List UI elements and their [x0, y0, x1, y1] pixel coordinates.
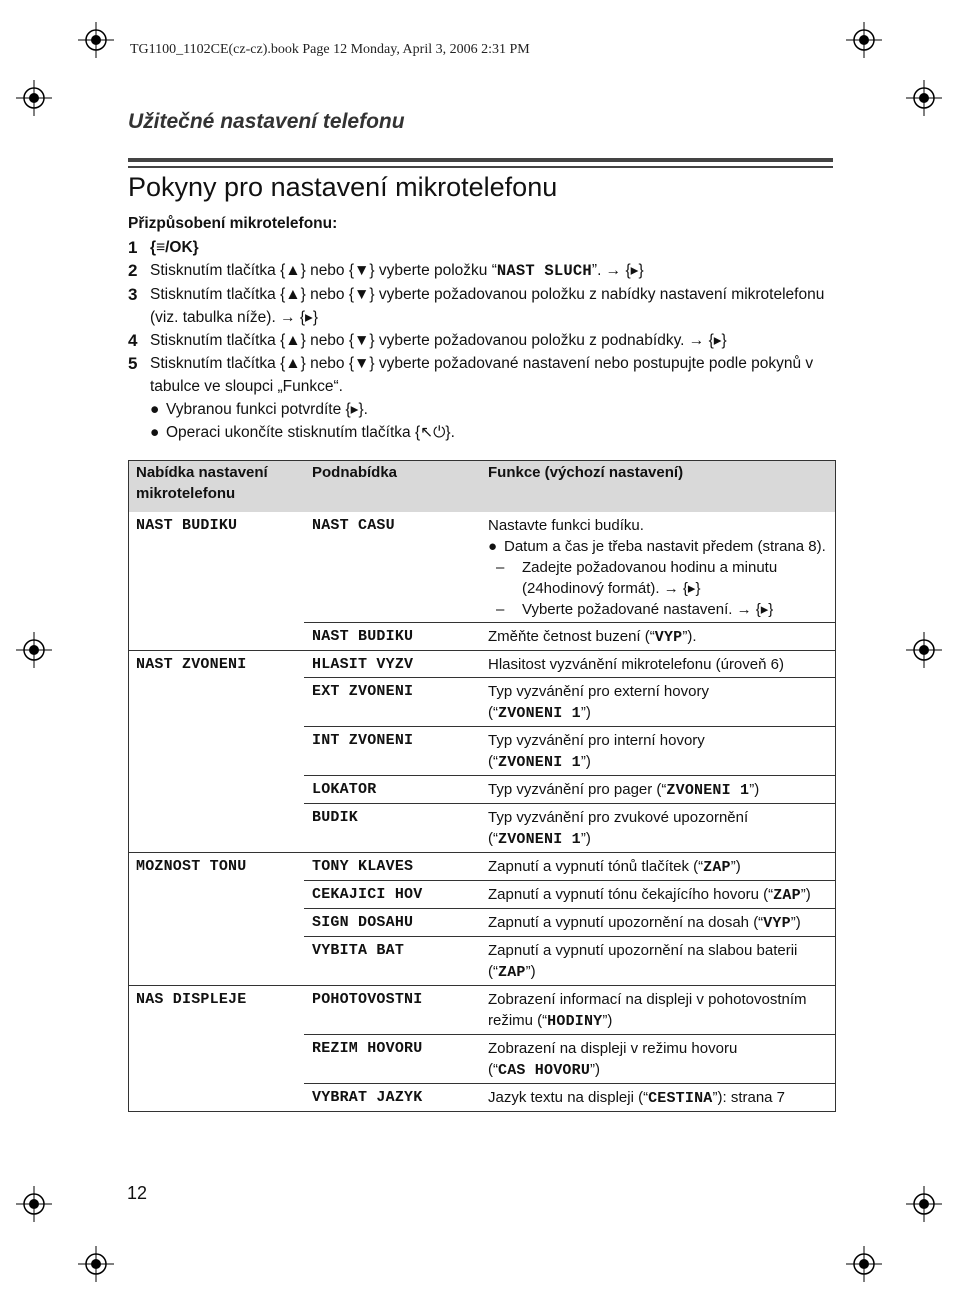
registration-mark-left-upper — [16, 80, 52, 116]
step-2: 2 Stisknutím tlačítka {▲} nebo {▼} vyberte položku “NAST SLUCH”. → {▸} — [128, 261, 644, 280]
registration-mark-top-left — [78, 22, 114, 58]
registration-mark-bottom-right — [846, 1246, 882, 1282]
table-row: VYBITA BAT Zapnutí a vypnutí upozornění na slabou baterii (“ZAP”) — [128, 937, 836, 986]
page-title: Pokyny pro nastavení mikrotelefonu — [128, 172, 558, 202]
table-row: EXT ZVONENI Typ vyzvánění pro externí hovory (“ZVONENI 1”) — [128, 678, 836, 727]
bullet-icon: ● — [150, 401, 160, 418]
header-submenu: Podnabídka — [304, 460, 480, 512]
header-menu: Nabídka nastavení mikrotelefonu — [128, 460, 304, 512]
dash-icon: – — [496, 559, 505, 576]
header-function: Funkce (výchozí nastavení) — [480, 460, 836, 512]
section-title: Užitečné nastavení telefonu — [128, 110, 405, 133]
title-rule-thin — [128, 166, 833, 168]
step-4: 4 Stisknutím tlačítka {▲} nebo {▼} vyberte požadovanou položku z podnabídky. → {▸} — [128, 331, 727, 350]
table-row: LOKATOR Typ vyzvánění pro pager (“ZVONENI 1”) — [128, 776, 836, 804]
print-header: TG1100_1102CE(cz-cz).book Page 12 Monday, April 3, 2006 2:31 PM — [130, 42, 530, 57]
table-row: NAST BUDIKU NAST CASU Nastavte funkci budíku. ● Datum a čas je třeba nastavit předem (strana 8). – Zadejte požadovanou hodinu a minutu (24hodinový formát). → {▸} – Vyberte požadované nastavení. → {▸} — [128, 512, 836, 623]
dash-icon: – — [496, 601, 505, 618]
table-row: CEKAJICI HOV Zapnutí a vypnutí tónu čekajícího hovoru (“ZAP”) — [128, 881, 836, 909]
bullet-icon: ● — [150, 424, 160, 441]
subheading: Přizpůsobení mikrotelefonu: — [128, 215, 338, 232]
step-3: 3 Stisknutím tlačítka {▲} nebo {▼} vyberte požadovanou položku z nabídky nastavení mikrotelefonu (viz. tabulka níže). → {▸} — [128, 285, 825, 326]
step-5: 5 Stisknutím tlačítka {▲} nebo {▼} vyberte požadované nastavení nebo postupujte podle pokynů v tabulce ve sloupci „Funkce“. — [128, 354, 814, 395]
registration-mark-left-mid — [16, 632, 52, 668]
registration-mark-right-lower — [906, 1186, 942, 1222]
registration-mark-right-upper — [906, 80, 942, 116]
registration-mark-left-lower — [16, 1186, 52, 1222]
table-row: NAS DISPLEJE POHOTOVOSTNI Zobrazení informací na displeji v pohotovostním režimu (“HODINY”) — [128, 986, 836, 1035]
table-row: NAST BUDIKU Změňte četnost buzení (“VYP”). — [128, 623, 836, 651]
bullet-icon: ● — [488, 538, 498, 555]
table-row: INT ZVONENI Typ vyzvánění pro interní hovory (“ZVONENI 1”) — [128, 727, 836, 776]
registration-mark-right-mid — [906, 632, 942, 668]
title-rule-thick — [128, 158, 833, 162]
instruction-steps — [128, 212, 833, 444]
table-header — [128, 460, 836, 512]
table-row: REZIM HOVORU Zobrazení na displeji v režimu hovoru (“CAS HOVORU”) — [128, 1035, 836, 1084]
settings-table — [128, 460, 836, 1112]
registration-mark-top-right — [846, 22, 882, 58]
table-row: VYBRAT JAZYK Jazyk textu na displeji (“CESTINA”): strana 7 — [128, 1084, 836, 1112]
registration-mark-bottom-left — [78, 1246, 114, 1282]
bullet-confirm: ● Vybranou funkci potvrdíte {▸}. — [128, 398, 833, 421]
table-row: NAST ZVONENI HLASIT VYZV Hlasitost vyzvánění mikrotelefonu (úroveň 6) — [128, 651, 836, 678]
step-1: 1 {≡/OK} — [128, 238, 199, 257]
table-row: SIGN DOSAHU Zapnutí a vypnutí upozornění na dosah (“VYP”) — [128, 909, 836, 937]
bullet-exit: ● Operaci ukončíte stisknutím tlačítka {↖⏻}. — [128, 421, 833, 444]
page-number: 12 — [127, 1183, 148, 1203]
table-row: BUDIK Typ vyzvánění pro zvukové upozornění (“ZVONENI 1”) — [128, 804, 836, 853]
table-row: MOZNOST TONU TONY KLAVES Zapnutí a vypnutí tónů tlačítek (“ZAP”) — [128, 853, 836, 881]
